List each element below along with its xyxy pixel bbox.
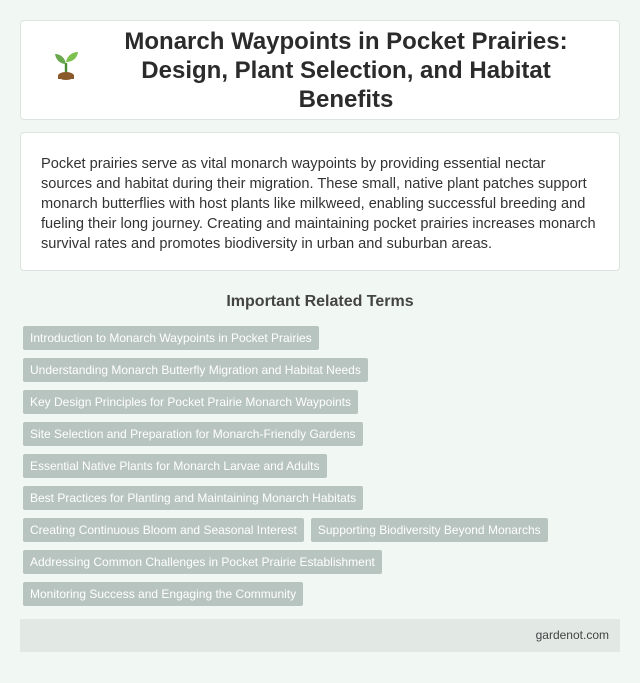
- related-term-tag[interactable]: Best Practices for Planting and Maintaining Monarch Habitats: [23, 486, 363, 510]
- title-card: [20, 20, 620, 120]
- related-term-tag[interactable]: Creating Continuous Bloom and Seasonal Interest: [23, 518, 304, 542]
- page-title: Monarch Waypoints in Pocket Prairies: Design, Plant Selection, and Habitat Benefits: [124, 27, 568, 113]
- footer-site-link[interactable]: gardenot.com: [535, 628, 609, 642]
- related-term-tag[interactable]: Addressing Common Challenges in Pocket Prairie Establishment: [23, 550, 382, 574]
- related-term-tag[interactable]: Monitoring Success and Engaging the Community: [23, 582, 303, 606]
- related-terms-heading: Important Related Terms: [226, 293, 414, 310]
- related-term-tag[interactable]: Supporting Biodiversity Beyond Monarchs: [311, 518, 548, 542]
- related-term-tag[interactable]: Site Selection and Preparation for Monarch-Friendly Gardens: [23, 422, 363, 446]
- seedling-icon: [51, 48, 81, 80]
- related-terms-list: [20, 326, 620, 606]
- related-term-tag[interactable]: Essential Native Plants for Monarch Larvae and Adults: [23, 454, 327, 478]
- related-term-tag[interactable]: Introduction to Monarch Waypoints in Pocket Prairies: [23, 326, 319, 350]
- summary-card: [20, 132, 620, 271]
- footer: [20, 619, 620, 652]
- summary-text: Pocket prairies serve as vital monarch waypoints by providing essential nectar sources and habitat during their migration. These small, native plant patches support monarch butterflies with host plants like milkweed, enabling successful breeding and fueling their long journey. Creating and maintaining pocket prairies increases monarch survival rates and promotes biodiversity in urban and suburban areas.: [41, 156, 596, 252]
- related-term-tag[interactable]: Key Design Principles for Pocket Prairie Monarch Waypoints: [23, 390, 358, 414]
- related-term-tag[interactable]: Understanding Monarch Butterfly Migration and Habitat Needs: [23, 358, 368, 382]
